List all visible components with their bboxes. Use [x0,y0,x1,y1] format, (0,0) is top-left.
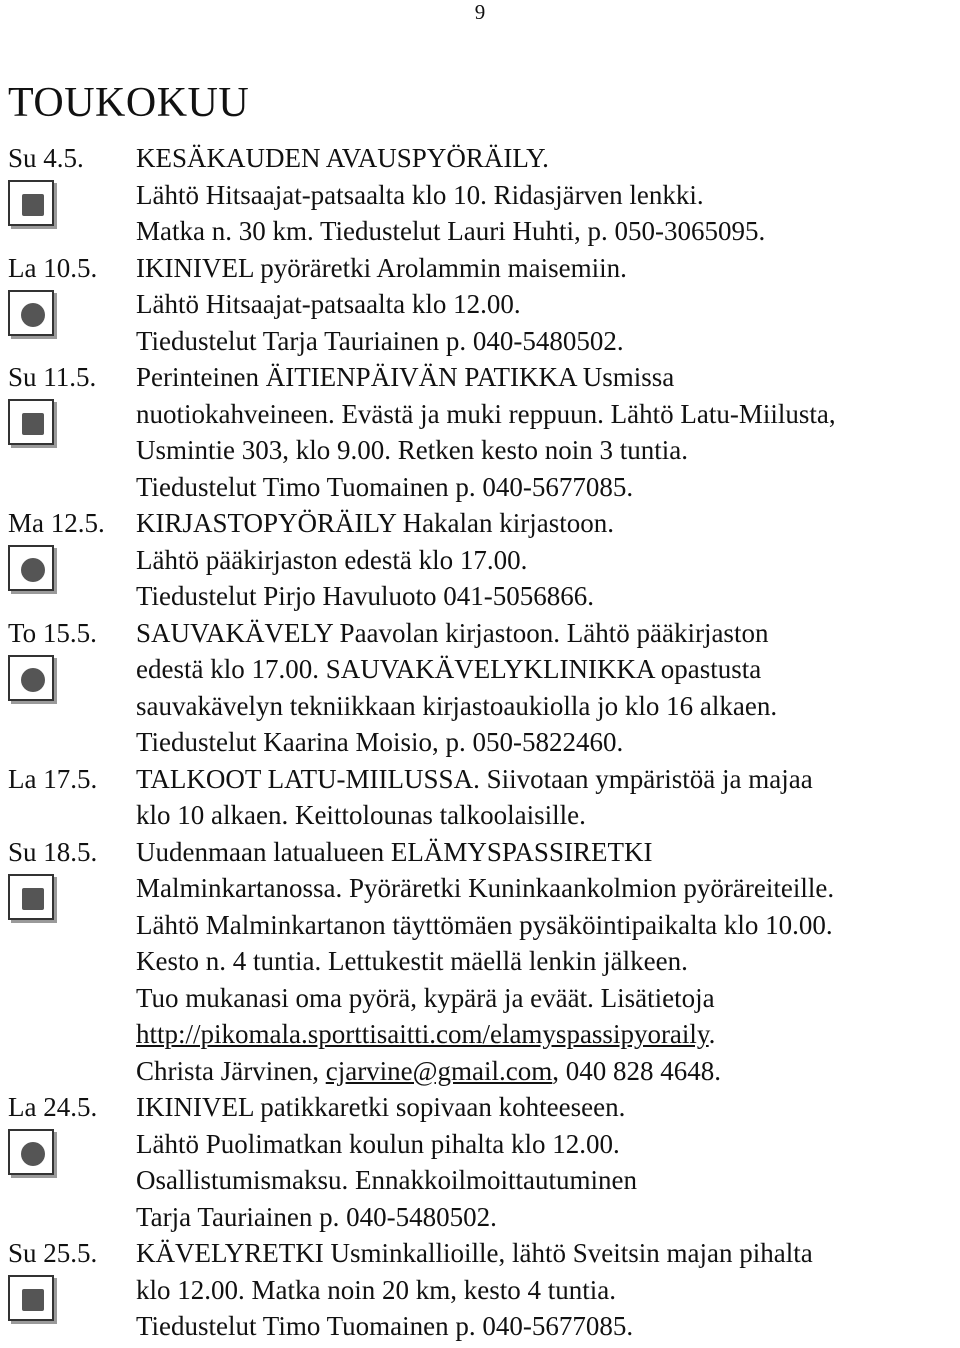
event-line: Lähtö Hitsaajat-patsaalta klo 12.00. [136,289,521,319]
event-list [0,140,960,1345]
event-line: Lähtö Puolimatkan koulun pihalta klo 12.00. [136,1128,620,1159]
event-date: Su 25.5. [8,1238,98,1268]
event-line: Kesto n. 4 tuntia. Lettukestit mäellä lenkin jälkeen. [136,946,688,976]
event-line: klo 10 alkaen. Keittolounas talkoolaisille. [136,800,586,830]
event-line: Tiedustelut Timo Tuomainen p. 040-5677085. [136,471,634,502]
circle-icon [8,290,54,336]
circle-icon [8,545,54,591]
event-entry [0,140,960,250]
event-date: Su 18.5. [8,836,98,867]
event-line: Usmintie 303, klo 9.00. Retken kesto noin 3 tuntia. [136,435,688,465]
event-date: Su 11.5. [8,362,97,392]
event-date: To 15.5. [8,617,97,648]
event-description [136,505,956,615]
event-line: KIRJASTOPYÖRÄILY Hakalan kirjastoon. [136,508,615,538]
event-date: Ma 12.5. [8,508,105,538]
website-link[interactable]: http://pikomala.sporttisaitti.com/elamyspassipyoraily [136,1019,709,1049]
square-icon [8,1275,54,1321]
event-entry [0,250,960,360]
event-entry [0,359,960,505]
event-line: IKINIVEL patikkaretki sopivaan kohteeseen. [136,1092,626,1122]
event-line: klo 12.00. Matka noin 20 km, kesto 4 tuntia. [136,1274,616,1305]
event-date: Su 4.5. [8,143,84,173]
event-entry [0,761,960,834]
event-line: Tarja Tauriainen p. 040-5480502. [136,1201,497,1232]
event-line: Tiedustelut Timo Tuomainen p. 040-5677085. [136,1311,634,1341]
event-entry [0,1089,960,1235]
event-line: IKINIVEL pyöräretki Arolammin maisemiin. [136,252,627,283]
event-description [136,761,956,834]
contact-name: Christa Järvinen, [136,1055,326,1086]
event-line: Tiedustelut Kaarina Moisio, p. 050-5822460. [136,727,624,757]
event-description [136,1089,956,1235]
event-description [136,615,956,761]
contact-phone: , 040 828 4648. [552,1055,722,1086]
event-line: Uudenmaan latualueen ELÄMYSPASSIRETKI [136,836,653,867]
event-line: Osallistumismaksu. Ennakkoilmoittautuminen [136,1165,637,1195]
event-description [136,359,956,505]
event-line: edestä klo 17.00. SAUVAKÄVELYKLINIKKA opastusta [136,654,762,684]
event-line: KESÄKAUDEN AVAUSPYÖRÄILY. [136,143,549,173]
event-line: Malminkartanossa. Pyöräretki Kuninkaankolmion pyöräreiteille. [136,873,835,903]
event-line: Lähtö Malminkartanon täyttömäen pysäköintipaikalta klo 10.00. [136,909,833,940]
event-entry [0,615,960,761]
event-description [136,140,956,250]
event-description [136,1235,956,1345]
event-entry [0,1235,960,1345]
event-line: Tiedustelut Tarja Tauriainen p. 040-5480502. [136,325,624,356]
event-line: SAUVAKÄVELY Paavolan kirjastoon. Lähtö pääkirjaston [136,617,769,648]
square-icon [8,874,54,920]
circle-icon [8,655,54,701]
event-date: La 10.5. [8,252,98,283]
square-icon [8,399,54,445]
contact-line [136,1053,956,1090]
event-description [136,250,956,360]
event-line: Matka n. 30 km. Tiedustelut Lauri Huhti, p. 050-3065095. [136,216,766,246]
page-number: 9 [474,0,486,24]
event-entry [0,834,960,1090]
event-line: Lähtö pääkirjaston edestä klo 17.00. [136,544,528,575]
event-line: nuotiokahveineen. Evästä ja muki reppuun. Lähtö Latu-Miilusta, [136,398,836,429]
event-date: La 24.5. [8,1092,98,1122]
link-suffix: . [708,1019,716,1049]
event-line: sauvakävelyn tekniikkaan kirjastoaukiolla jo klo 16 alkaen. [136,690,778,721]
event-date: La 17.5. [8,763,98,794]
month-title: TOUKOKUU [8,80,250,126]
event-line: Lähtö Hitsaajat-patsaalta klo 10. Ridasjärven lenkki. [136,179,704,210]
event-entry [0,505,960,615]
event-line: Tiedustelut Pirjo Havuluoto 041-5056866. [136,581,595,611]
email-link[interactable]: cjarvine@gmail.com [325,1055,553,1086]
event-line: TALKOOT LATU-MIILUSSA. Siivotaan ympäristöä ja majaa [136,763,813,794]
event-line: Tuo mukanasi oma pyörä, kypärä ja eväät. Lisätietoja [136,982,715,1013]
event-line: Perinteinen ÄITIENPÄIVÄN PATIKKA Usmissa [136,362,675,392]
circle-icon [8,1129,54,1175]
square-icon [8,180,54,226]
event-line: KÄVELYRETKI Usminkallioille, lähtö Sveitsin majan pihalta [136,1238,813,1268]
link-line [136,1016,956,1053]
event-description [136,834,956,1090]
